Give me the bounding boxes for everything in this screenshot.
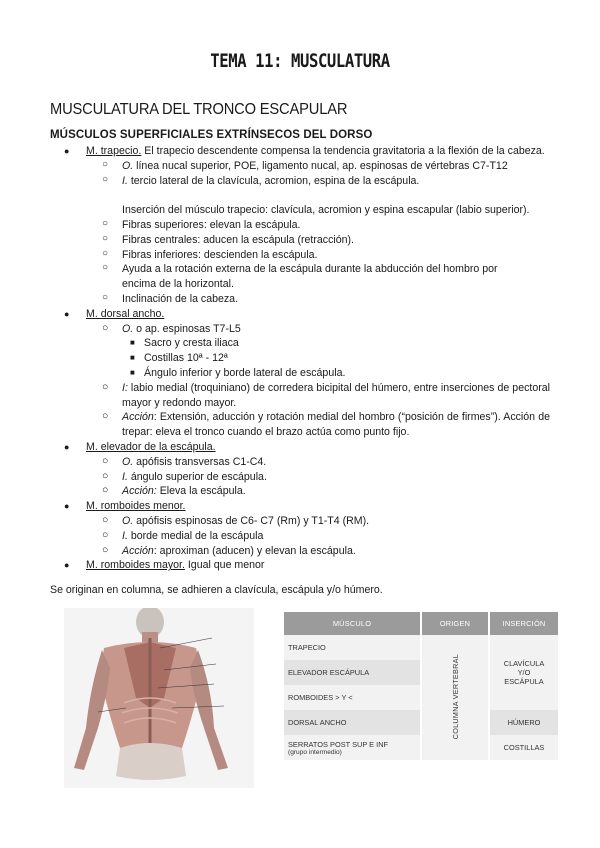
list-item: Costillas 10ª - 12ª: [144, 352, 228, 365]
list-item: Sacro y cresta iliaca: [144, 337, 239, 350]
circle-bullet-icon: ○: [102, 321, 109, 334]
circle-bullet-icon: ○: [102, 484, 109, 497]
insertion-cell: HÚMERO: [489, 710, 558, 735]
origin-label: O.: [122, 322, 134, 335]
list-item: Fibras centrales: aducen la escápula (retracción).: [122, 233, 354, 246]
list-item: Ayuda a la rotación externa de la escápula durante la abducción del hombro por encima de la horizontal.: [122, 263, 498, 291]
column-header-muscle: MÚSCULO: [284, 612, 421, 635]
list-item: Fibras inferiores: descienden la escápula.: [122, 248, 318, 261]
list-item-trapecio: [50, 144, 550, 159]
origin-label: O.: [122, 159, 134, 172]
back-anatomy-illustration: [64, 608, 254, 788]
origin-text: apófisis espinosas de C6- C7 (Rm) y T1-T4 (RM).: [133, 514, 370, 527]
action-text: : aproximan (aducen) y elevan la escápula.: [153, 544, 356, 557]
insertion-note: Inserción del músculo trapecio: clavícula, acromion y espina escapular (labio superior).: [122, 204, 530, 217]
insertion-text: ángulo superior de escápula.: [127, 470, 267, 483]
muscle-label: SERRATOS POST SUP E INF: [288, 739, 389, 749]
table-row: [284, 635, 558, 660]
circle-bullet-icon: ○: [102, 262, 109, 274]
bullet-icon: ●: [64, 146, 70, 156]
origin-label: O.: [122, 514, 134, 527]
circle-bullet-icon: ○: [102, 543, 109, 556]
muscle-cell: ELEVADOR ESCÁPULA: [284, 660, 421, 685]
square-bullet-icon: ■: [130, 367, 135, 377]
bullet-icon: ●: [64, 441, 70, 452]
muscle-name: M. dorsal ancho.: [86, 307, 165, 320]
muscle-description: El trapecio descendente compensa la tendencia gravitatoria a la flexión de la cabeza.: [141, 145, 545, 157]
circle-bullet-icon: ○: [102, 380, 109, 393]
bullet-icon: ●: [64, 560, 70, 571]
origin-cell: [421, 635, 489, 760]
muscle-description: Igual que menor: [184, 559, 265, 572]
section-heading: MUSCULATURA DEL TRONCO ESCAPULAR: [50, 101, 348, 118]
muscle-cell: [284, 735, 421, 760]
insertion-label: I.: [122, 174, 128, 187]
circle-bullet-icon: ○: [102, 232, 109, 244]
notes-body: [50, 144, 550, 573]
origin-vertical-label: COLUMNA VERTEBRAL: [450, 653, 460, 740]
origin-text: apófisis transversas C1-C4.: [133, 455, 267, 468]
column-header-origin: ORIGEN: [421, 612, 489, 635]
column-header-insertion: INSERCIÓN: [489, 612, 558, 635]
action-label: Acción: [122, 411, 154, 424]
muscle-note: (grupo intermedio): [288, 748, 342, 756]
insertion-cell: COSTILLAS: [489, 735, 558, 760]
circle-bullet-icon: ○: [102, 291, 109, 303]
circle-bullet-icon: ○: [102, 513, 109, 526]
back-muscles-figure: [64, 608, 254, 788]
muscle-name: M. romboides menor.: [86, 500, 186, 513]
bullet-icon: ●: [64, 501, 70, 512]
list-item: Inclinación de la cabeza.: [122, 292, 239, 305]
sub-heading: MÚSCULOS SUPERFICIALES EXTRÍNSECOS DEL DORSO: [50, 129, 373, 141]
insertion-text: borde medial de la escápula: [127, 529, 264, 542]
muscle-cell: TRAPECIO: [284, 635, 421, 660]
insertion-label: I:: [122, 381, 128, 394]
list-item: Fibras superiores: elevan la escápula.: [122, 218, 301, 231]
origin-label: O.: [122, 455, 134, 468]
insertion-label: CLAVÍCULA Y/O ESCÁPULA: [503, 659, 545, 686]
list-item-romboides-menor: [50, 499, 550, 514]
action-label: Acción:: [122, 485, 157, 498]
circle-bullet-icon: ○: [102, 469, 109, 482]
circle-bullet-icon: ○: [102, 528, 109, 541]
muscle-cell: ROMBOIDES > Y <: [284, 685, 421, 710]
insertion-cell: [489, 635, 558, 710]
muscle-table: [284, 612, 558, 760]
circle-bullet-icon: ○: [102, 454, 109, 467]
muscle-name: M. elevador de la escápula.: [86, 440, 216, 453]
insertion-label: I.: [122, 470, 128, 483]
list-item-romboides-mayor: [50, 558, 550, 573]
origin-text: línea nucal superior, POE, ligamento nucal, ap. espinosas de vértebras C7-T12: [133, 159, 508, 172]
circle-bullet-icon: ○: [102, 217, 109, 229]
insertion-text: tercio lateral de la clavícula, acromion, espina de la escápula.: [127, 174, 420, 187]
page-title: TEMA 11: MUSCULATURA: [210, 50, 390, 72]
circle-bullet-icon: ○: [102, 410, 109, 423]
action-text: Eleva la escápula.: [156, 485, 246, 498]
circle-bullet-icon: ○: [102, 173, 109, 185]
action-label: Acción: [122, 544, 154, 557]
summary-text: Se originan en columna, se adhieren a clavícula, escápula y/o húmero.: [50, 584, 383, 596]
muscle-name: M. romboides mayor.: [86, 559, 185, 572]
square-bullet-icon: ■: [130, 353, 135, 363]
circle-bullet-icon: ○: [102, 158, 109, 170]
insertion-text: labio medial (troquiniano) de corredera bicipital del húmero, entre inserciones de pectoral mayor y redondo mayor.: [122, 381, 550, 409]
muscle-cell: DORSAL ANCHO: [284, 710, 421, 735]
list-item-elevador: [50, 440, 550, 455]
origin-text: o ap. espinosas T7-L5: [133, 322, 241, 335]
action-text: : Extensión, aducción y rotación medial del hombro (“posición de firmes”). Acción de trepar: eleva el tronco cuando el brazo actúa como punto fijo.: [122, 411, 550, 439]
muscle-name: M. trapecio.: [86, 145, 142, 157]
square-bullet-icon: ■: [130, 338, 135, 348]
bullet-icon: ●: [64, 308, 70, 319]
list-item: Ángulo inferior y borde lateral de escápula.: [144, 366, 346, 379]
insertion-label: I.: [122, 529, 128, 542]
list-item-dorsal: [50, 307, 550, 322]
circle-bullet-icon: ○: [102, 247, 109, 259]
